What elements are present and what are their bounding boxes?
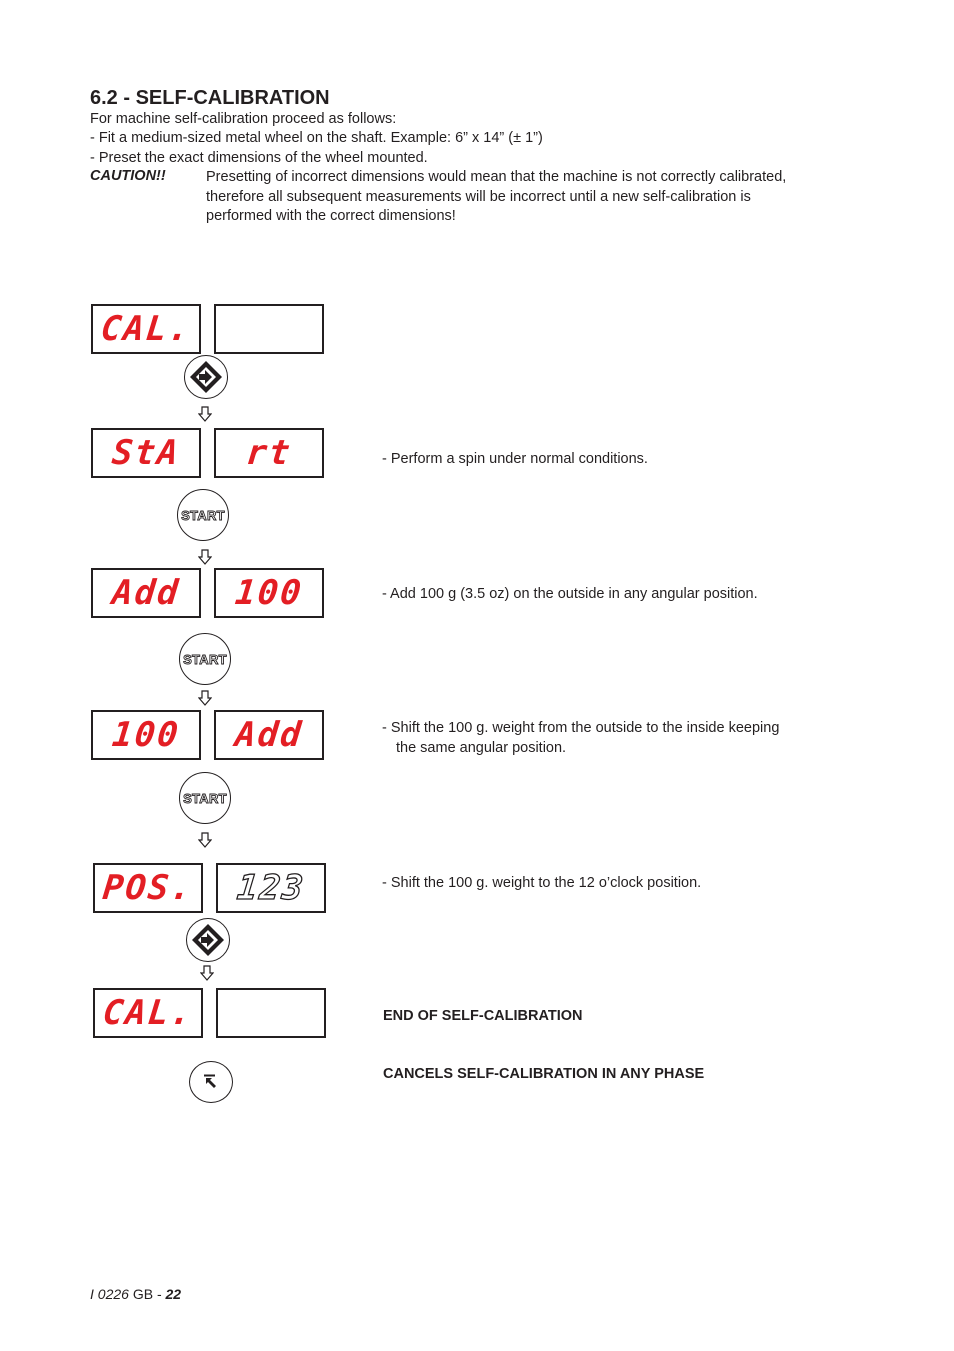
description-shift-12: - Shift the 100 g. weight to the 12 o’clock position. [382, 875, 702, 891]
footer-separator: - [156, 1286, 162, 1302]
page-footer [90, 1286, 181, 1302]
instruction-fit-wheel: - Fit a medium-sized metal wheel on the shaft. Example: 6” x 14” (± 1”) [90, 130, 543, 146]
doc-code: I 0226 [90, 1286, 129, 1302]
down-arrow-icon [198, 832, 212, 848]
description-add-outside: - Add 100 g (3.5 oz) on the outside in any angular position. [382, 586, 758, 602]
lang-code: GB [132, 1286, 154, 1302]
right-display-add [214, 710, 324, 760]
display-readout: 123 [235, 868, 307, 908]
enter-button[interactable] [186, 918, 230, 962]
description-spin: - Perform a spin under normal conditions. [382, 451, 648, 467]
display-readout: Add [110, 573, 182, 613]
left-display-sta [91, 428, 201, 478]
start-label: START [183, 651, 227, 667]
enter-button[interactable] [184, 355, 228, 399]
left-display-pos [93, 863, 203, 913]
enter-arrow-icon [190, 922, 226, 958]
start-button[interactable] [177, 489, 229, 541]
description-shift-inside: - Shift the 100 g. weight from the outside to the inside keeping [382, 720, 780, 736]
exit-button[interactable] [189, 1061, 233, 1103]
display-readout: 100 [110, 715, 182, 755]
down-arrow-icon [198, 690, 212, 706]
down-arrow-icon [198, 406, 212, 422]
display-readout [214, 306, 325, 352]
caution-label: CAUTION!! [90, 168, 166, 184]
section-title: 6.2 - SELF-CALIBRATION [90, 87, 330, 109]
caution-text: Presetting of incorrect dimensions would mean that the machine is not correctly calibrated, therefore all subsequent measurements will be incorrect until a new self-calibration is performed with the correct dimensions! [206, 169, 787, 224]
display-readout: 100 [233, 573, 305, 613]
display-readout: POS. [100, 868, 196, 908]
intro-text: For machine self-calibration proceed as follows: [90, 111, 397, 127]
right-display-100 [214, 568, 324, 618]
instruction-preset-dimensions: - Preset the exact dimensions of the wheel mounted. [90, 150, 428, 166]
down-arrow-icon [200, 965, 214, 981]
page-number: 22 [165, 1286, 182, 1302]
start-label: START [183, 790, 227, 806]
display-readout: Add [233, 715, 305, 755]
left-display-cal [91, 304, 201, 354]
start-label: START [181, 507, 225, 523]
exit-arrow-icon [202, 1073, 220, 1091]
display-readout: CAL. [98, 309, 194, 349]
right-display-blank-end [216, 988, 326, 1038]
right-display-123 [216, 863, 326, 913]
start-button[interactable] [179, 633, 231, 685]
display-readout: rt [244, 433, 294, 473]
end-of-calibration-label: END OF SELF-CALIBRATION [383, 1008, 583, 1024]
start-button[interactable] [179, 772, 231, 824]
right-display-blank [214, 304, 324, 354]
left-display-100 [91, 710, 201, 760]
enter-arrow-icon [188, 359, 224, 395]
right-display-rt [214, 428, 324, 478]
display-readout: StA [110, 433, 182, 473]
cancel-calibration-label: CANCELS SELF-CALIBRATION IN ANY PHASE [383, 1066, 705, 1082]
left-display-add [91, 568, 201, 618]
description-shift-inside-cont: the same angular position. [396, 740, 567, 756]
display-readout: CAL. [100, 993, 196, 1033]
left-display-cal-end [93, 988, 203, 1038]
down-arrow-icon [198, 549, 212, 565]
display-readout [216, 990, 327, 1036]
